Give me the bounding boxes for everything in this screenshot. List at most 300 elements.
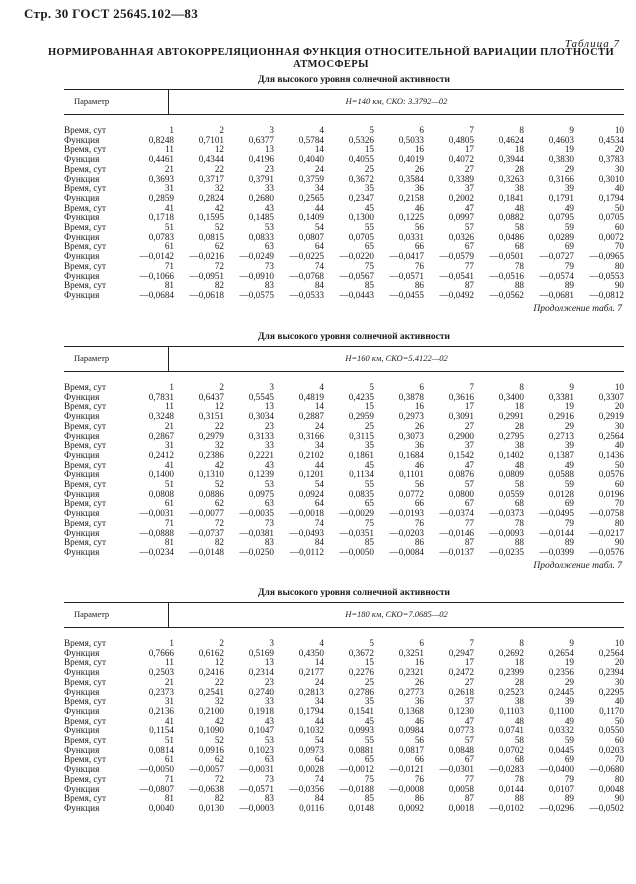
table-cell: 0,0092 bbox=[398, 802, 424, 813]
table-cell: 0,3248 bbox=[148, 411, 174, 422]
table-cell: —0,0571 bbox=[239, 783, 274, 794]
table-cell: 22 bbox=[214, 420, 224, 431]
table-cell: 0,0881 bbox=[348, 744, 374, 755]
table-cell: 0,0040 bbox=[148, 802, 174, 813]
table-cell: —0,0235 bbox=[489, 546, 524, 557]
time-row bbox=[64, 658, 624, 668]
row-label: Время, сут bbox=[64, 222, 106, 233]
table-cell: 3 bbox=[269, 125, 274, 135]
table-cell: —0,0888 bbox=[139, 527, 174, 538]
table-cell: 34 bbox=[314, 183, 324, 194]
table-cell: 47 bbox=[464, 202, 474, 213]
table-cell: 0,2412 bbox=[148, 449, 174, 460]
function-row bbox=[64, 529, 624, 539]
table-cell: 0,2919 bbox=[598, 411, 624, 422]
table-cell: 14 bbox=[314, 401, 324, 412]
table-cell: 18 bbox=[514, 144, 524, 155]
table-cell: 0,1225 bbox=[398, 212, 424, 223]
table-cell: 0,0807 bbox=[298, 231, 324, 242]
table-cell: 31 bbox=[164, 696, 174, 707]
table-cell: 0,4603 bbox=[548, 134, 574, 145]
table-cell: —0,0533 bbox=[289, 289, 324, 300]
table-cell: 30 bbox=[614, 420, 624, 431]
table-cell: 0,0196 bbox=[598, 488, 624, 499]
table-cell: 0,3944 bbox=[498, 154, 524, 165]
table-cell: 70 bbox=[614, 241, 624, 252]
row-label: Время, сут bbox=[64, 735, 106, 746]
function-row bbox=[64, 233, 624, 243]
table-cell: 0,4344 bbox=[198, 154, 224, 165]
table-cell: 59 bbox=[564, 479, 574, 490]
table-cell: —0,0618 bbox=[189, 289, 224, 300]
section-subtitle: Для высокого уровня солнечной активности bbox=[258, 588, 450, 598]
table-cell: 0,3166 bbox=[548, 173, 574, 184]
time-row bbox=[64, 441, 624, 451]
table-cell: 41 bbox=[164, 459, 174, 470]
table-cell: —0,0501 bbox=[489, 251, 524, 262]
table-cell: 0,4461 bbox=[148, 154, 174, 165]
table-cell: 34 bbox=[314, 696, 324, 707]
row-label: Время, сут bbox=[64, 202, 106, 213]
row-label: Функция bbox=[64, 705, 100, 716]
table-cell: 35 bbox=[364, 696, 374, 707]
table-cell: 39 bbox=[564, 183, 574, 194]
row-label: Время, сут bbox=[64, 696, 106, 707]
time-row bbox=[64, 145, 624, 155]
table-cell: 0,2102 bbox=[298, 449, 324, 460]
table-cell: 11 bbox=[165, 144, 174, 155]
table-cell: 4 bbox=[319, 125, 324, 135]
table-cell: 0,0773 bbox=[448, 725, 474, 736]
table-cell: 77 bbox=[464, 517, 474, 528]
table-cell: 31 bbox=[164, 440, 174, 451]
table-cell: 0,4072 bbox=[448, 154, 474, 165]
table-cell: 9 bbox=[569, 638, 574, 648]
table-cell: —0,0812 bbox=[589, 289, 624, 300]
table-cell: 25 bbox=[364, 676, 374, 687]
table-cell: 0,2859 bbox=[148, 192, 174, 203]
table-cell: 68 bbox=[514, 754, 524, 765]
table-cell: 0,0116 bbox=[299, 802, 324, 813]
table-cell: 28 bbox=[514, 676, 524, 687]
table-cell: 12 bbox=[214, 657, 224, 668]
table-cell: 0,0848 bbox=[448, 744, 474, 755]
function-row bbox=[64, 136, 624, 146]
table-cell: 0,1436 bbox=[598, 449, 624, 460]
table-cell: 39 bbox=[564, 440, 574, 451]
table-cell: 27 bbox=[464, 420, 474, 431]
table-cell: 0,0326 bbox=[448, 231, 474, 242]
table-cell: 48 bbox=[514, 202, 524, 213]
table-cell: —0,0553 bbox=[589, 270, 624, 281]
function-row bbox=[64, 785, 624, 795]
table-cell: —0,0144 bbox=[539, 527, 574, 538]
table-cell: —0,0567 bbox=[339, 270, 374, 281]
table-cell: 83 bbox=[264, 537, 274, 548]
table-cell: —0,0003 bbox=[239, 802, 274, 813]
table-cell: 0,2373 bbox=[148, 686, 174, 697]
table-cell: 77 bbox=[464, 773, 474, 784]
table-cell: 39 bbox=[564, 696, 574, 707]
row-label: Время, сут bbox=[64, 773, 106, 784]
table-cell: 24 bbox=[314, 163, 324, 174]
table-cell: 55 bbox=[364, 222, 374, 233]
table-cell: —0,0495 bbox=[539, 508, 574, 519]
table-cell: 64 bbox=[314, 241, 324, 252]
table-cell: 0,3584 bbox=[398, 173, 424, 184]
table-cell: 0,2177 bbox=[298, 667, 324, 678]
table-section-h140 bbox=[64, 74, 624, 316]
table-cell: 44 bbox=[314, 459, 324, 470]
table-cell: 82 bbox=[214, 280, 224, 291]
function-row bbox=[64, 649, 624, 659]
table-cell: 0,0817 bbox=[398, 744, 424, 755]
table-cell: 0,1170 bbox=[599, 705, 624, 716]
table-cell: —0,0077 bbox=[189, 508, 224, 519]
table-cell: 38 bbox=[514, 696, 524, 707]
time-row bbox=[64, 402, 624, 412]
table-cell: —0,0234 bbox=[139, 546, 174, 557]
table-cell: —0,0562 bbox=[489, 289, 524, 300]
table-cell: 84 bbox=[314, 280, 324, 291]
table-cell: 53 bbox=[264, 735, 274, 746]
table-cell: 56 bbox=[414, 735, 424, 746]
table-cell: 0,0048 bbox=[598, 783, 624, 794]
table-cell: —0,0951 bbox=[189, 270, 224, 281]
table-cell: 0,1400 bbox=[148, 469, 174, 480]
table-cell: 0,0203 bbox=[598, 744, 624, 755]
function-row bbox=[64, 765, 624, 775]
table-cell: —0,0443 bbox=[339, 289, 374, 300]
table-cell: 29 bbox=[564, 420, 574, 431]
table-cell: 52 bbox=[214, 479, 224, 490]
parameter-label: Параметр bbox=[74, 96, 110, 106]
table-cell: 0,4235 bbox=[348, 391, 374, 402]
table-cell: —0,0112 bbox=[289, 546, 324, 557]
table-cell: 60 bbox=[614, 735, 624, 746]
table-cell: —0,0910 bbox=[239, 270, 274, 281]
table-cell: 0,4350 bbox=[298, 647, 324, 658]
function-row bbox=[64, 804, 624, 814]
function-row bbox=[64, 291, 624, 301]
table-cell: 0,0028 bbox=[298, 764, 324, 775]
table-cell: 0,0876 bbox=[448, 469, 474, 480]
table-cell: 81 bbox=[164, 537, 174, 548]
table-cell: 0,1023 bbox=[248, 744, 274, 755]
table-cell: 20 bbox=[614, 657, 624, 668]
continuation-note: Продолжение табл. 7 bbox=[533, 560, 622, 571]
table-cell: 0,0130 bbox=[198, 802, 224, 813]
table-cell: 80 bbox=[614, 517, 624, 528]
table-cell: 42 bbox=[214, 202, 224, 213]
table-cell: —0,0381 bbox=[239, 527, 274, 538]
table-cell: 78 bbox=[514, 773, 524, 784]
table-cell: 12 bbox=[214, 144, 224, 155]
table-cell: 54 bbox=[314, 222, 324, 233]
table-cell: 83 bbox=[264, 793, 274, 804]
table-cell: 33 bbox=[264, 183, 274, 194]
table-cell: 43 bbox=[264, 459, 274, 470]
table-cell: 0,1239 bbox=[248, 469, 274, 480]
table-cell: 68 bbox=[514, 498, 524, 509]
table-cell: 82 bbox=[214, 537, 224, 548]
table-cell: —0,0399 bbox=[539, 546, 574, 557]
table-cell: 72 bbox=[214, 260, 224, 271]
table-cell: 78 bbox=[514, 517, 524, 528]
table-cell: 84 bbox=[314, 793, 324, 804]
table-cell: —0,0050 bbox=[339, 546, 374, 557]
table-cell: 45 bbox=[364, 715, 374, 726]
table-cell: 0,3616 bbox=[448, 391, 474, 402]
table-cell: 7 bbox=[469, 382, 474, 392]
table-cell: 51 bbox=[164, 479, 174, 490]
table-cell: 36 bbox=[414, 440, 424, 451]
table-cell: 0,2959 bbox=[348, 411, 374, 422]
table-cell: 0,4019 bbox=[398, 154, 424, 165]
function-row bbox=[64, 726, 624, 736]
table-cell: 46 bbox=[414, 459, 424, 470]
function-row bbox=[64, 509, 624, 519]
row-label: Время, сут bbox=[64, 638, 106, 648]
table-cell: 37 bbox=[464, 440, 474, 451]
table-cell: 74 bbox=[314, 260, 324, 271]
table-cell: 21 bbox=[164, 676, 174, 687]
function-row bbox=[64, 393, 624, 403]
table-cell: 85 bbox=[364, 537, 374, 548]
table-cell: 72 bbox=[214, 773, 224, 784]
parameter-header bbox=[64, 89, 624, 115]
table-cell: 38 bbox=[514, 183, 524, 194]
table-cell: 25 bbox=[364, 420, 374, 431]
table-cell: —0,0417 bbox=[389, 251, 424, 262]
table-cell: 0,1541 bbox=[348, 705, 374, 716]
time-row bbox=[64, 678, 624, 688]
parameter-header bbox=[64, 346, 624, 372]
table-cell: 0,2979 bbox=[198, 430, 224, 441]
table-cell: 61 bbox=[164, 754, 174, 765]
row-label: Функция bbox=[64, 391, 100, 402]
row-label: Время, сут bbox=[64, 498, 106, 509]
table-cell: 27 bbox=[464, 163, 474, 174]
table-cell: 62 bbox=[214, 241, 224, 252]
row-label: Функция bbox=[64, 488, 100, 499]
table-cell: 5 bbox=[369, 638, 374, 648]
row-label: Функция bbox=[64, 469, 100, 480]
table-cell: 0,3791 bbox=[248, 173, 274, 184]
table-cell: 0,0148 bbox=[348, 802, 374, 813]
data-table bbox=[64, 383, 624, 558]
table-cell: 21 bbox=[164, 420, 174, 431]
table-cell: 0,7831 bbox=[148, 391, 174, 402]
parameter-header bbox=[64, 602, 624, 628]
table-cell: 6 bbox=[419, 382, 424, 392]
table-cell: 12 bbox=[214, 401, 224, 412]
table-cell: 0,2523 bbox=[498, 686, 524, 697]
table-cell: 14 bbox=[314, 144, 324, 155]
table-cell: 64 bbox=[314, 754, 324, 765]
table-cell: 26 bbox=[414, 163, 424, 174]
table-cell: 76 bbox=[414, 773, 424, 784]
table-cell: —0,0031 bbox=[239, 764, 274, 775]
table-cell: 81 bbox=[164, 280, 174, 291]
table-cell: 0,1201 bbox=[298, 469, 324, 480]
table-cell: —0,0965 bbox=[589, 251, 624, 262]
row-label: Время, сут bbox=[64, 183, 106, 194]
time-row bbox=[64, 736, 624, 746]
table-cell: 46 bbox=[414, 202, 424, 213]
table-cell: 20 bbox=[614, 401, 624, 412]
table-cell: —0,0148 bbox=[189, 546, 224, 557]
table-cell: 4 bbox=[319, 638, 324, 648]
table-cell: 75 bbox=[364, 260, 374, 271]
table-cell: 35 bbox=[364, 183, 374, 194]
table-cell: 22 bbox=[214, 163, 224, 174]
table-cell: 23 bbox=[264, 163, 274, 174]
data-table bbox=[64, 126, 624, 301]
function-row bbox=[64, 252, 624, 262]
table-cell: 75 bbox=[364, 517, 374, 528]
table-cell: —0,0220 bbox=[339, 251, 374, 262]
table-cell: 31 bbox=[164, 183, 174, 194]
table-cell: —0,0493 bbox=[289, 527, 324, 538]
table-cell: —0,0084 bbox=[389, 546, 424, 557]
table-cell: 0,2692 bbox=[498, 647, 524, 658]
table-cell: 40 bbox=[614, 183, 624, 194]
table-cell: —0,0188 bbox=[339, 783, 374, 794]
row-label: Функция bbox=[64, 667, 100, 678]
table-cell: 16 bbox=[414, 657, 424, 668]
table-cell: 0,3759 bbox=[298, 173, 324, 184]
table-cell: 0,5326 bbox=[348, 134, 374, 145]
table-cell: 0,2887 bbox=[298, 411, 324, 422]
table-cell: 0,3381 bbox=[548, 391, 574, 402]
table-cell: 88 bbox=[514, 793, 524, 804]
table-cell: 0,2916 bbox=[548, 411, 574, 422]
table-cell: 0,1090 bbox=[198, 725, 224, 736]
table-cell: 0,1387 bbox=[548, 449, 574, 460]
table-cell: 30 bbox=[614, 676, 624, 687]
row-label: Время, сут bbox=[64, 382, 106, 392]
table-cell: 0,2503 bbox=[148, 667, 174, 678]
table-cell: —0,0502 bbox=[589, 802, 624, 813]
table-cell: 15 bbox=[364, 657, 374, 668]
table-title-line-1: НОРМИРОВАННАЯ АВТОКОРРЕЛЯЦИОННАЯ ФУНКЦИЯ ОТНОСИТЕЛЬНОЙ ВАРИАЦИИ ПЛОТНОСТИ bbox=[47, 47, 615, 58]
table-cell: 0,2654 bbox=[548, 647, 574, 658]
table-cell: 0,0486 bbox=[498, 231, 524, 242]
row-label: Функция bbox=[64, 508, 100, 519]
table-cell: 88 bbox=[514, 537, 524, 548]
table-cell: 0,6162 bbox=[198, 647, 224, 658]
table-cell: 0,0702 bbox=[498, 744, 524, 755]
table-cell: 0,0833 bbox=[248, 231, 274, 242]
function-row bbox=[64, 451, 624, 461]
table-cell: 0,0808 bbox=[148, 488, 174, 499]
time-row bbox=[64, 126, 624, 136]
table-cell: 15 bbox=[364, 144, 374, 155]
table-cell: 0,1791 bbox=[548, 192, 574, 203]
table-cell: 5 bbox=[369, 125, 374, 135]
table-cell: 10 bbox=[614, 125, 624, 135]
table-cell: 0,1402 bbox=[498, 449, 524, 460]
table-cell: 0,1154 bbox=[149, 725, 174, 736]
table-cell: 19 bbox=[564, 657, 574, 668]
table-cell: 66 bbox=[414, 754, 424, 765]
function-row bbox=[64, 272, 624, 282]
table-number: Таблица 7 bbox=[564, 38, 620, 50]
table-cell: 77 bbox=[464, 260, 474, 271]
table-cell: 0,0128 bbox=[548, 488, 574, 499]
row-label: Время, сут bbox=[64, 517, 106, 528]
table-cell: 0,2314 bbox=[248, 667, 274, 678]
table-cell: 0,4624 bbox=[498, 134, 524, 145]
time-row bbox=[64, 204, 624, 214]
table-cell: 85 bbox=[364, 280, 374, 291]
row-label: Функция bbox=[64, 449, 100, 460]
table-cell: 0,2813 bbox=[298, 686, 324, 697]
table-cell: 1 bbox=[169, 638, 174, 648]
table-cell: 18 bbox=[514, 657, 524, 668]
table-cell: 37 bbox=[464, 183, 474, 194]
row-label: Функция bbox=[64, 546, 100, 557]
table-cell: 0,2947 bbox=[448, 647, 474, 658]
table-cell: 0,0445 bbox=[548, 744, 574, 755]
table-cell: 0,3010 bbox=[598, 173, 624, 184]
table-cell: 0,2740 bbox=[248, 686, 274, 697]
table-cell: 0,3717 bbox=[198, 173, 224, 184]
table-cell: 33 bbox=[264, 696, 274, 707]
table-cell: 34 bbox=[314, 440, 324, 451]
table-cell: 86 bbox=[414, 537, 424, 548]
table-cell: 59 bbox=[564, 222, 574, 233]
table-cell: 63 bbox=[264, 754, 274, 765]
table-cell: 0,1032 bbox=[298, 725, 324, 736]
row-label: Время, сут bbox=[64, 125, 106, 135]
table-cell: 74 bbox=[314, 517, 324, 528]
table-cell: —0,0492 bbox=[439, 289, 474, 300]
section-subtitle: Для высокого уровня солнечной активности bbox=[258, 75, 450, 85]
table-cell: 7 bbox=[469, 638, 474, 648]
table-cell: 0,0815 bbox=[198, 231, 224, 242]
table-cell: —0,0516 bbox=[489, 270, 524, 281]
table-cell: 0,4819 bbox=[298, 391, 324, 402]
table-cell: 69 bbox=[564, 754, 574, 765]
row-label: Функция bbox=[64, 802, 100, 813]
row-label: Время, сут bbox=[64, 479, 106, 490]
table-cell: 80 bbox=[614, 260, 624, 271]
table-cell: 48 bbox=[514, 459, 524, 470]
function-row bbox=[64, 175, 624, 185]
table-cell: 32 bbox=[214, 440, 224, 451]
table-cell: —0,0768 bbox=[289, 270, 324, 281]
table-cell: —0,0727 bbox=[539, 251, 574, 262]
row-label: Функция bbox=[64, 134, 100, 145]
table-cell: 60 bbox=[614, 222, 624, 233]
table-cell: —0,0225 bbox=[289, 251, 324, 262]
table-cell: 8 bbox=[519, 638, 524, 648]
table-cell: —0,0203 bbox=[389, 527, 424, 538]
table-cell: 0,0886 bbox=[198, 488, 224, 499]
table-cell: 70 bbox=[614, 754, 624, 765]
table-cell: 79 bbox=[564, 517, 574, 528]
table-cell: 43 bbox=[264, 202, 274, 213]
table-cell: 62 bbox=[214, 498, 224, 509]
table-cell: 1 bbox=[169, 125, 174, 135]
time-row bbox=[64, 639, 624, 649]
table-cell: 74 bbox=[314, 773, 324, 784]
table-cell: 49 bbox=[564, 715, 574, 726]
table-cell: 9 bbox=[569, 125, 574, 135]
table-cell: —0,0146 bbox=[439, 527, 474, 538]
